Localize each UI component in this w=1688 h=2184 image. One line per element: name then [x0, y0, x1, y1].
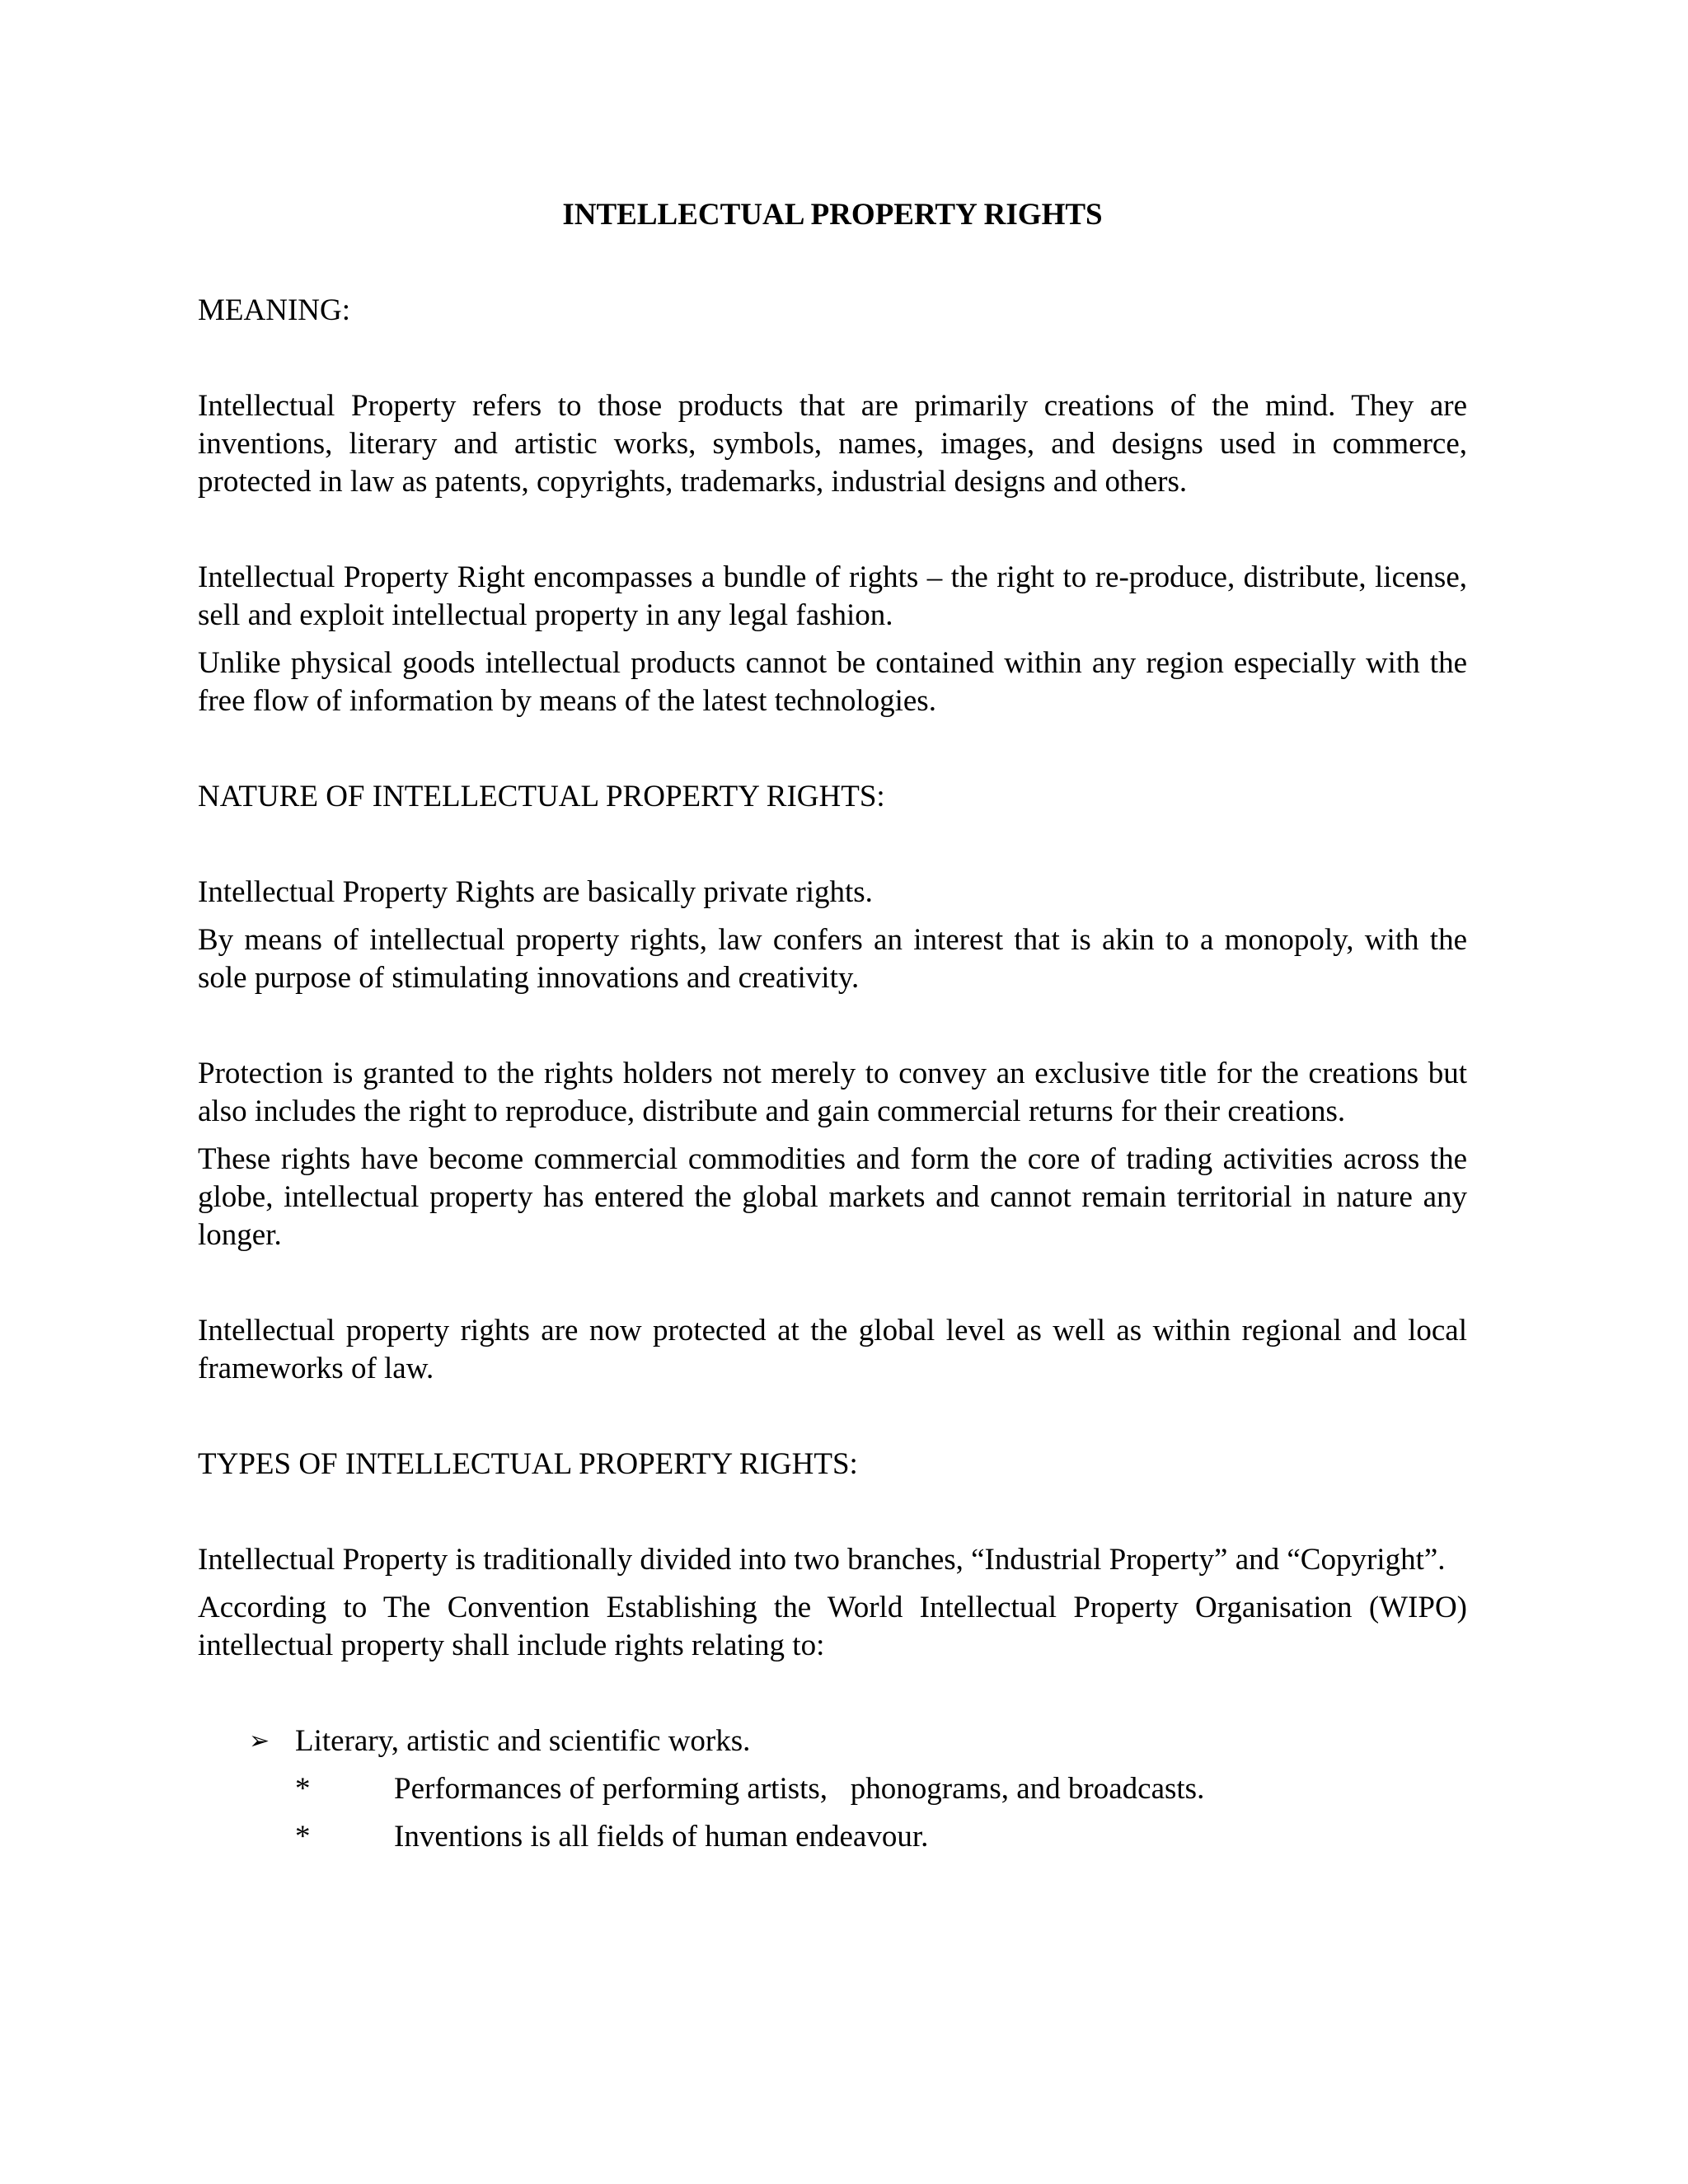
nature-paragraph-4: These rights have become commercial commodities and form the core of trading activities across the globe, intellectual property has entered the global markets and cannot remain territorial in nature any longer.: [198, 1142, 1467, 1252]
nature-paragraph-1: Intellectual Property Rights are basically private rights.: [198, 875, 873, 909]
types-paragraph-2: According to The Convention Establishing the World Intellectual Property Organisation (WIPO) intellectual property shall include rights relating to:: [198, 1591, 1467, 1662]
meaning-paragraph-1: Intellectual Property refers to those products that are primarily creations of the mind. They are inventions, literary and artistic works, symbols, names, images, and designs used in commerce, protected in law as patents, copyrights, trademarks, industrial designs and others.: [198, 389, 1467, 499]
rights-list: [198, 1722, 1467, 1856]
document-title: INTELLECTUAL PROPERTY RIGHTS: [562, 198, 1103, 232]
list-item: [249, 1722, 1467, 1760]
meaning-paragraph-2: Intellectual Property Right encompasses a bundle of rights – the right to re-produce, distribute, license, sell and exploit intellectual property in any legal fashion.: [198, 560, 1467, 632]
arrow-bullet-icon: ➢: [249, 1727, 270, 1755]
section-heading-nature: NATURE OF INTELLECTUAL PROPERTY RIGHTS:: [198, 780, 885, 813]
list-subitem: [295, 1770, 1467, 1808]
list-subitem: [295, 1818, 1467, 1856]
nature-paragraph-5: Intellectual property rights are now protected at the global level as well as within regional and local frameworks of law.: [198, 1314, 1467, 1385]
list-subitem-text: Inventions is all fields of human endeavour.: [394, 1820, 929, 1854]
asterisk-bullet-icon: *: [295, 1772, 311, 1806]
types-paragraph-1: Intellectual Property is traditionally divided into two branches, “Industrial Property” and “Copyright”.: [198, 1543, 1446, 1577]
asterisk-bullet-icon: *: [295, 1820, 311, 1854]
meaning-paragraph-3: Unlike physical goods intellectual products cannot be contained within any region especially with the free flow of information by means of the latest technologies.: [198, 646, 1467, 718]
list-item-text: Literary, artistic and scientific works.: [295, 1724, 751, 1758]
document-body: [198, 196, 1467, 1866]
section-heading-meaning: MEANING:: [198, 293, 350, 327]
nature-paragraph-3: Protection is granted to the rights holders not merely to convey an exclusive title for the creations but also includes the right to reproduce, distribute and gain commercial returns for their creations.: [198, 1057, 1467, 1128]
section-heading-types: TYPES OF INTELLECTUAL PROPERTY RIGHTS:: [198, 1447, 858, 1481]
nature-paragraph-2: By means of intellectual property rights, law confers an interest that is akin to a monopoly, with the sole purpose of stimulating innovations and creativity.: [198, 923, 1467, 995]
list-subitem-text: Performances of performing artists, phonograms, and broadcasts.: [394, 1772, 1205, 1806]
